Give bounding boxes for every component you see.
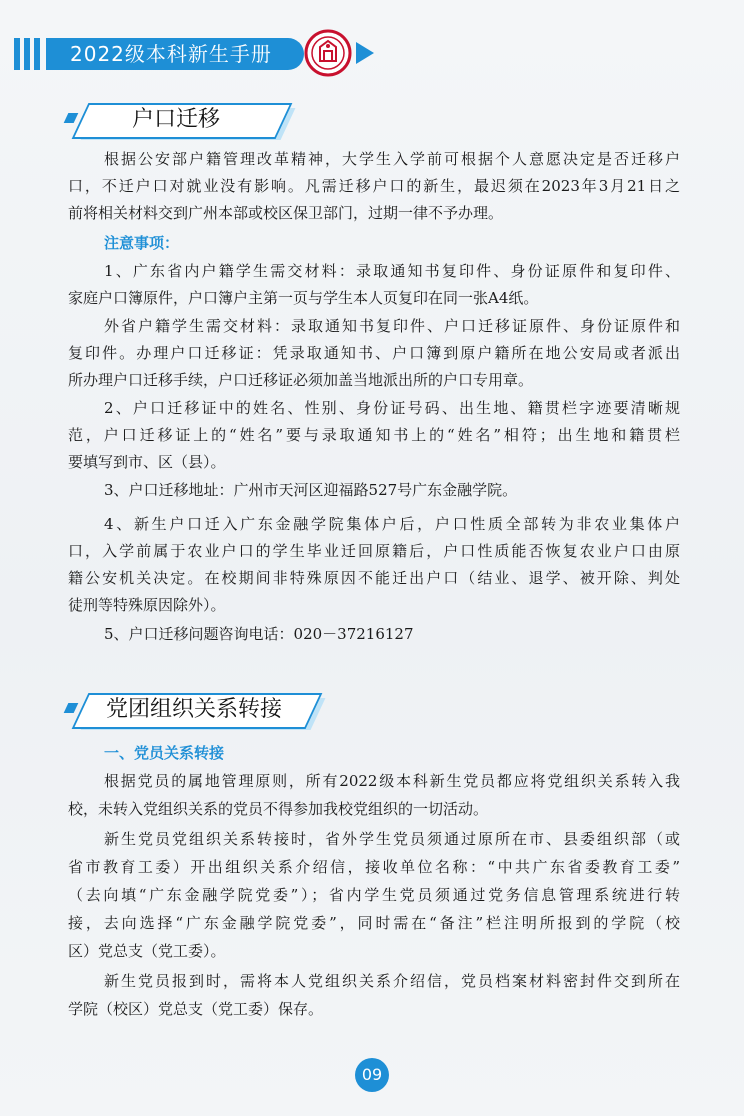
header-arrow-icon (356, 42, 374, 64)
text-line: 徒刑等特殊原因除外）。 (68, 596, 226, 614)
text-line: 1、广东省内户籍学生需交材料：录取通知书复印件、身份证原件和复印件、 (104, 262, 680, 280)
text-line: 接，去向选择“广东金融学院党委”，同时需在“备注”栏注明所报到的学院（校 (68, 914, 680, 932)
text-line: 口，不迁户口对就业没有影响。凡需迁移户口的新生，最迟须在2023年3月21日之 (68, 177, 680, 195)
text-line: 复印件。办理户口迁移证：凭录取通知书、户口簿到原户籍所在地公安局或者派出 (68, 344, 680, 362)
text-line: 4、新生户口迁入广东金融学院集体户后，户口性质全部转为非农业集体户 (104, 515, 680, 533)
handbook-title: 2022级本科新生手册 (70, 42, 272, 66)
text-line: （去向填“广东金融学院党委”）；省内学生党员须通过党务信息管理系统进行转 (68, 886, 680, 904)
section-heading-party (80, 693, 340, 729)
text-line: 学院（校区）党总支（党工委）保存。 (68, 1000, 324, 1018)
text-line: 要填写到市、区（县）。 (68, 453, 226, 471)
text-line: 3、户口迁移地址：广州市天河区迎福路527号广东金融学院。 (104, 481, 518, 499)
text-line: 根据公安部户籍管理改革精神，大学生入学前可根据个人意愿决定是否迁移户 (104, 150, 680, 168)
text-line: 家庭户口簿原件，户口簿户主第一页与学生本人页复印在同一张A4纸。 (68, 289, 539, 307)
contact-phone: 5、户口迁移问题咨询电话：020－37216127 (104, 625, 414, 643)
text-line: 2、户口迁移证中的姓名、性别、身份证号码、出生地、籍贯栏字迹要清晰规 (104, 399, 680, 417)
notice-label: 注意事项： (104, 234, 180, 252)
page-number: 09 (355, 1058, 389, 1092)
text-line: 范，户口迁移证上的“姓名”要与录取通知书上的“姓名”相符；出生地和籍贯栏 (68, 426, 680, 444)
text-line: 新生党员党组织关系转接时，省外学生党员须通过原所在市、县委组织部（或 (104, 830, 680, 848)
text-line: 根据党员的属地管理原则，所有2022级本科新生党员都应将党组织关系转入我 (104, 772, 680, 790)
text-line: 新生党员报到时，需将本人党组织关系介绍信，党员档案材料密封件交到所在 (104, 972, 680, 990)
text-line: 口，入学前属于农业户口的学生毕业迁回原籍后，户口性质能否恢复农业户口由原 (68, 542, 680, 560)
text-line: 区）党总支（党工委）。 (68, 942, 226, 960)
school-logo-icon (304, 29, 352, 77)
text-line: 外省户籍学生需交材料：录取通知书复印件、户口迁移证原件、身份证原件和 (104, 317, 680, 335)
section-title: 户口迁移 (132, 107, 221, 132)
text-line: 籍公安机关决定。在校期间非特殊原因不能迁出户口（结业、退学、被开除、判处 (68, 569, 680, 587)
section-title: 党团组织关系转接 (106, 697, 283, 722)
text-line: 前将相关材料交到广州本部或校区保卫部门，过期一律不予办理。 (68, 204, 504, 222)
text-line: 校，未转入党组织关系的党员不得参加我校党组织的一切活动。 (68, 800, 489, 818)
section-heading-hukou (80, 103, 320, 139)
text-line: 所办理户口迁移手续，户口迁移证必须加盖当地派出所的户口专用章。 (68, 371, 534, 389)
subsection-title: 一、党员关系转接 (104, 744, 225, 762)
text-line: 省市教育工委）开出组织关系介绍信，接收单位名称：“中共广东省委教育工委” (68, 858, 680, 876)
